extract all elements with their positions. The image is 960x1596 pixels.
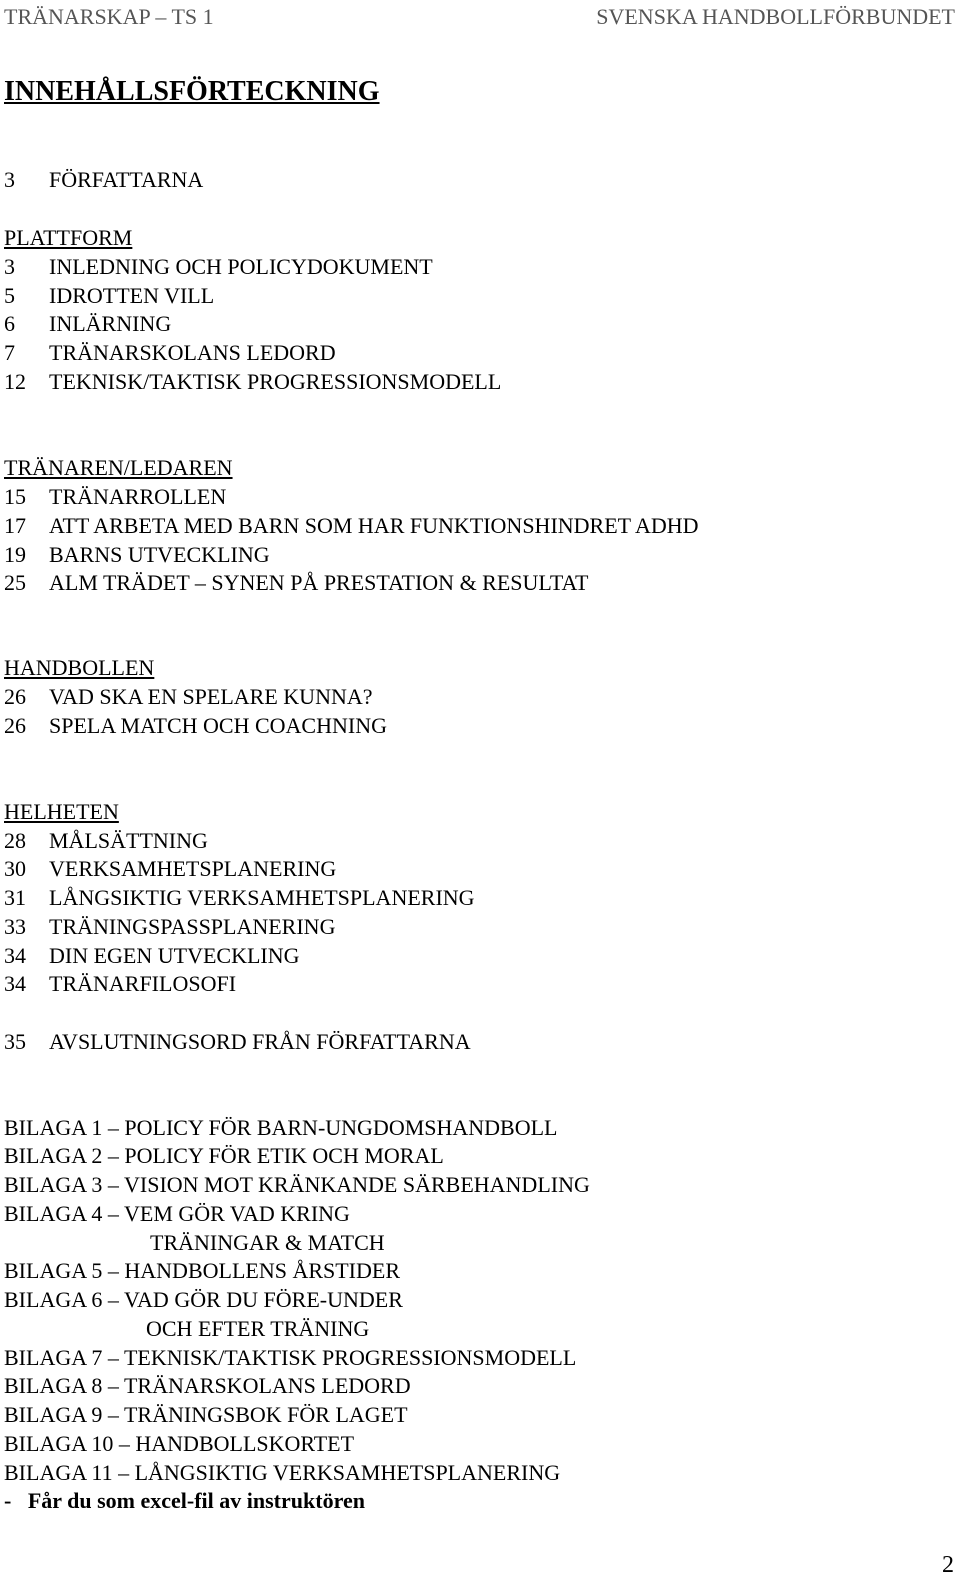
toc-entry-page: 28 bbox=[4, 828, 26, 853]
appendix-entry-continuation: TRÄNINGAR & MATCH bbox=[150, 1230, 385, 1255]
toc-entry bbox=[4, 826, 208, 855]
toc-entry-label: SPELA MATCH OCH COACHNING bbox=[49, 713, 387, 738]
appendix-entry: BILAGA 11 – LÅNGSIKTIG VERKSAMHETSPLANERING bbox=[4, 1460, 561, 1485]
toc-entry-label: TRÄNARSKOLANS LEDORD bbox=[49, 340, 336, 365]
toc-entry bbox=[4, 511, 699, 540]
toc-entry-page: 12 bbox=[4, 369, 26, 394]
toc-entry-closing bbox=[4, 1027, 471, 1056]
appendix-entry: BILAGA 8 – TRÄNARSKOLANS LEDORD bbox=[4, 1373, 411, 1398]
toc-entry bbox=[4, 281, 214, 310]
toc-entry-page: 34 bbox=[4, 943, 26, 968]
toc-entry-page: 3 bbox=[4, 167, 15, 192]
toc-entry bbox=[4, 912, 335, 941]
toc-entry-page: 15 bbox=[4, 484, 26, 509]
appendix-entry: BILAGA 2 – POLICY FÖR ETIK OCH MORAL bbox=[4, 1143, 444, 1168]
appendix-entry: BILAGA 5 – HANDBOLLENS ÅRSTIDER bbox=[4, 1258, 400, 1283]
toc-entry-page: 5 bbox=[4, 283, 15, 308]
toc-entry bbox=[4, 540, 270, 569]
toc-entry-page: 6 bbox=[4, 311, 15, 336]
toc-entry-page: 30 bbox=[4, 856, 26, 881]
appendix-entry: BILAGA 3 – VISION MOT KRÄNKANDE SÄRBEHANDLING bbox=[4, 1172, 590, 1197]
toc-entry-label: LÅNGSIKTIG VERKSAMHETSPLANERING bbox=[49, 885, 475, 910]
toc-entry bbox=[4, 568, 588, 597]
appendix-entry-continuation: OCH EFTER TRÄNING bbox=[146, 1316, 370, 1341]
toc-entry-label: IDROTTEN VILL bbox=[49, 283, 215, 308]
appendix-entry: BILAGA 9 – TRÄNINGSBOK FÖR LAGET bbox=[4, 1402, 408, 1427]
toc-entry-label: ALM TRÄDET – SYNEN PÅ PRESTATION & RESULTAT bbox=[49, 570, 589, 595]
appendix-note: - Får du som excel-fil av instruktören bbox=[4, 1488, 365, 1513]
toc-entry-page: 3 bbox=[4, 254, 15, 279]
toc-entry-label: DIN EGEN UTVECKLING bbox=[49, 943, 300, 968]
toc-entry-page: 17 bbox=[4, 513, 26, 538]
page-header-left: TRÄNARSKAP – TS 1 bbox=[4, 4, 214, 29]
toc-entry bbox=[4, 711, 387, 740]
appendix-entry: BILAGA 4 – VEM GÖR VAD KRING bbox=[4, 1201, 350, 1226]
toc-entry bbox=[4, 309, 171, 338]
toc-entry bbox=[4, 338, 336, 367]
toc-entry-label: VAD SKA EN SPELARE KUNNA? bbox=[49, 684, 373, 709]
toc-entry bbox=[4, 969, 236, 998]
toc-entry-page: 26 bbox=[4, 713, 26, 738]
appendix-entry: BILAGA 10 – HANDBOLLSKORTET bbox=[4, 1431, 355, 1456]
toc-entry bbox=[4, 682, 373, 711]
toc-entry-page: 25 bbox=[4, 570, 26, 595]
appendix-entry: BILAGA 6 – VAD GÖR DU FÖRE-UNDER bbox=[4, 1287, 403, 1312]
toc-entry-label: AVSLUTNINGSORD FRÅN FÖRFATTARNA bbox=[49, 1029, 471, 1054]
section-heading-platform: PLATTFORM bbox=[4, 225, 133, 250]
toc-entry bbox=[4, 482, 226, 511]
toc-entry-label: TEKNISK/TAKTISK PROGRESSIONSMODELL bbox=[49, 369, 502, 394]
section-heading-coach: TRÄNAREN/LEDAREN bbox=[4, 455, 233, 480]
toc-entry-page: 33 bbox=[4, 914, 26, 939]
appendix-entry: BILAGA 7 – TEKNISK/TAKTISK PROGRESSIONSMODELL bbox=[4, 1345, 577, 1370]
page-number: 2 bbox=[942, 1552, 954, 1578]
toc-entry-label: MÅLSÄTTNING bbox=[49, 828, 208, 853]
toc-entry-label: INLÄRNING bbox=[49, 311, 172, 336]
toc-entry-label: TRÄNARFILOSOFI bbox=[49, 971, 237, 996]
toc-entry-label: TRÄNARROLLEN bbox=[49, 484, 227, 509]
toc-title: INNEHÅLLSFÖRTECKNING bbox=[4, 76, 380, 107]
appendix-entry: BILAGA 1 – POLICY FÖR BARN-UNGDOMSHANDBOLL bbox=[4, 1115, 558, 1140]
toc-entry-authors bbox=[4, 165, 203, 194]
toc-entry-page: 7 bbox=[4, 340, 15, 365]
toc-entry-label: TRÄNINGSPASSPLANERING bbox=[49, 914, 336, 939]
toc-entry-page: 35 bbox=[4, 1029, 26, 1054]
toc-entry-label: VERKSAMHETSPLANERING bbox=[49, 856, 337, 881]
toc-entry-page: 34 bbox=[4, 971, 26, 996]
toc-entry-page: 19 bbox=[4, 542, 26, 567]
toc-entry-label: BARNS UTVECKLING bbox=[49, 542, 270, 567]
toc-entry-page: 26 bbox=[4, 684, 26, 709]
toc-entry bbox=[4, 854, 336, 883]
toc-entry-label: ATT ARBETA MED BARN SOM HAR FUNKTIONSHINDRET ADHD bbox=[49, 513, 699, 538]
section-heading-whole: HELHETEN bbox=[4, 799, 119, 824]
section-heading-handball: HANDBOLLEN bbox=[4, 655, 155, 680]
page-header-right: SVENSKA HANDBOLLFÖRBUNDET bbox=[596, 4, 955, 29]
toc-entry bbox=[4, 941, 300, 970]
toc-entry bbox=[4, 367, 501, 396]
toc-entry bbox=[4, 252, 433, 281]
toc-entry-page: 31 bbox=[4, 885, 26, 910]
toc-entry-label: FÖRFATTARNA bbox=[49, 167, 204, 192]
toc-entry bbox=[4, 883, 475, 912]
toc-entry-label: INLEDNING OCH POLICYDOKUMENT bbox=[49, 254, 433, 279]
